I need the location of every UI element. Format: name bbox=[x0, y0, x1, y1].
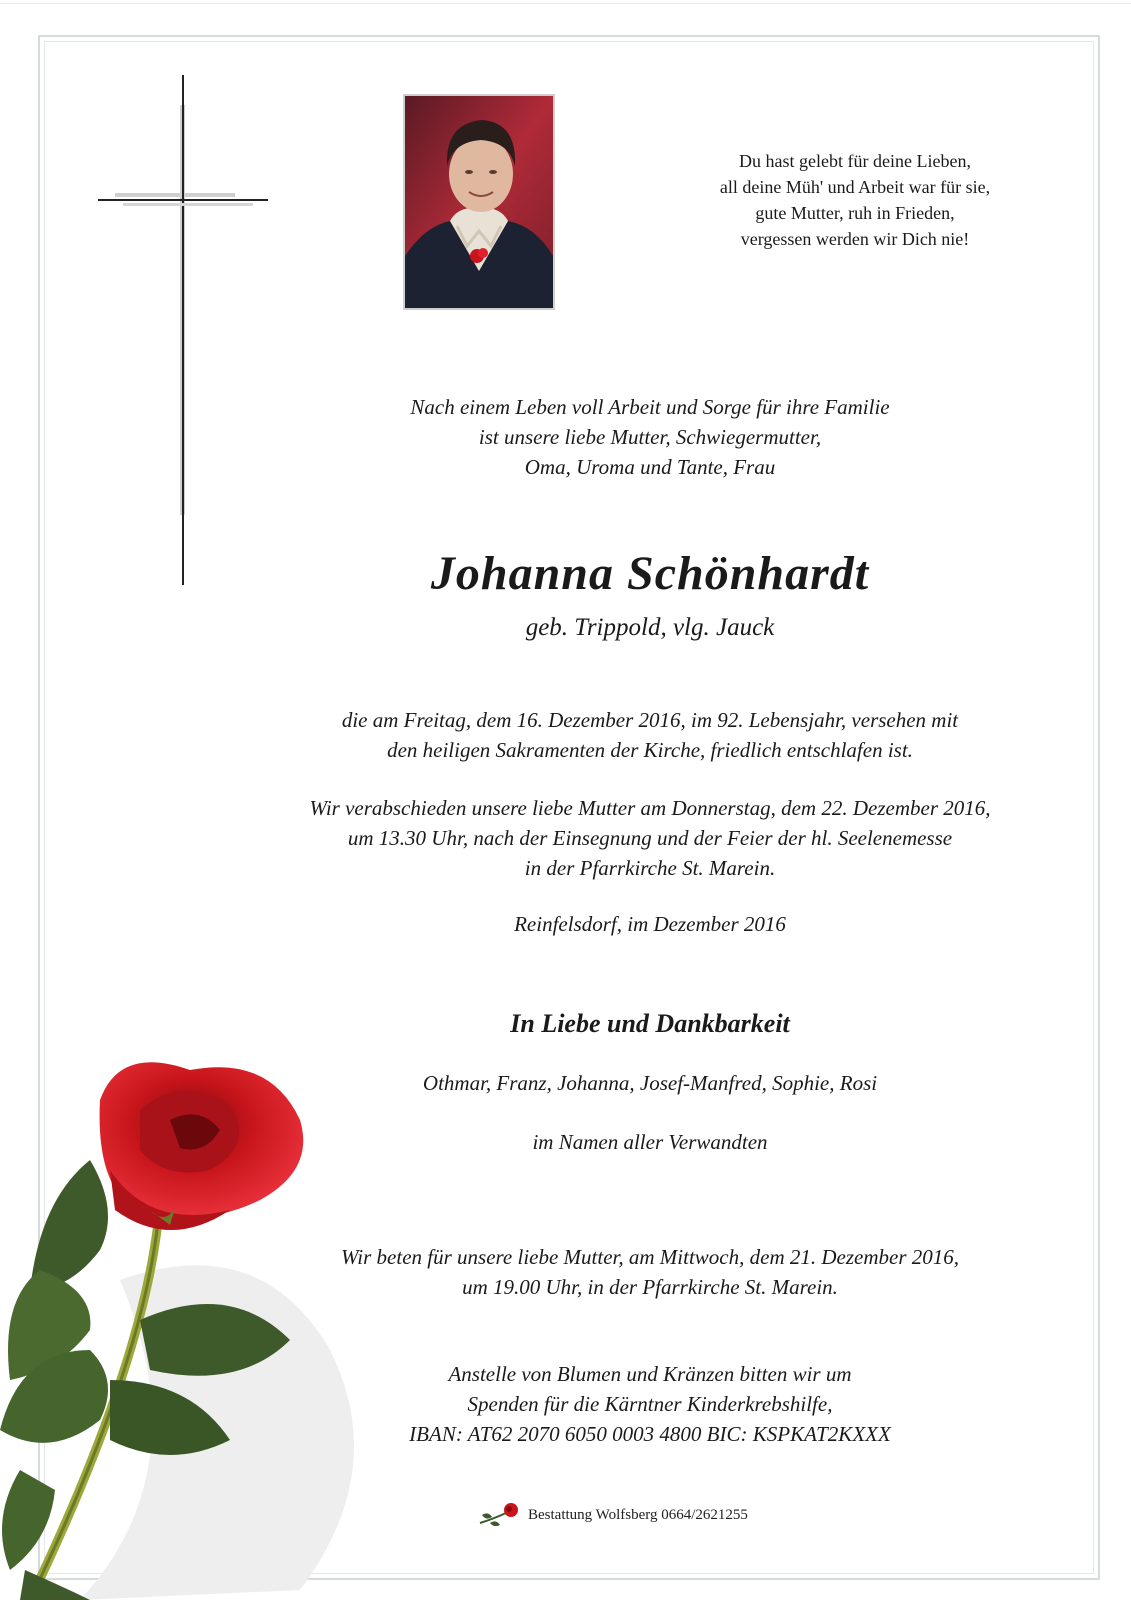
portrait-photo bbox=[403, 94, 555, 310]
donation-line: Spenden für die Kärntner Kinderkrebshilfe, bbox=[467, 1392, 833, 1416]
place-date: Reinfelsdorf, im Dezember 2016 bbox=[514, 912, 786, 936]
mourners-names: Othmar, Franz, Johanna, Josef-Manfred, Sophie, Rosi bbox=[422, 1071, 878, 1095]
death-line: die am Freitag, dem 16. Dezember 2016, im 92. Lebensjahr, versehen mit bbox=[341, 708, 959, 732]
poem-line: gute Mutter, ruh in Frieden, bbox=[755, 203, 955, 223]
intro-line: Oma, Uroma und Tante, Frau bbox=[524, 455, 776, 479]
relatives-note: im Namen aller Verwandten bbox=[532, 1130, 768, 1154]
death-notice bbox=[200, 705, 1100, 765]
intro-line: Nach einem Leben voll Arbeit und Sorge für ihre Familie bbox=[410, 395, 890, 419]
rose-icon bbox=[0, 1050, 430, 1600]
funeral-details bbox=[200, 793, 1100, 883]
top-edge-line bbox=[0, 3, 1131, 4]
poem-line: vergessen werden wir Dich nie! bbox=[740, 229, 970, 249]
deceased-name: Johanna Schönhardt bbox=[430, 547, 870, 600]
funeral-home-footer bbox=[478, 1500, 798, 1530]
funeral-home-contact: Bestattung Wolfsberg 0664/2621255 bbox=[528, 1506, 748, 1523]
donation-line: Anstelle von Blumen und Kränzen bitten wir um bbox=[448, 1362, 852, 1386]
poem-line: all deine Müh' und Arbeit war für sie, bbox=[719, 177, 991, 197]
funeral-line: um 13.30 Uhr, nach der Einsegnung und der Feier der hl. Seelenemesse bbox=[347, 826, 953, 850]
poem-line: Du hast gelebt für deine Lieben, bbox=[739, 151, 971, 171]
funeral-line: Wir verabschieden unsere liebe Mutter am Donnerstag, dem 22. Dezember 2016, bbox=[309, 796, 991, 820]
funeral-line: in der Pfarrkirche St. Marein. bbox=[524, 856, 776, 880]
prayer-line: um 19.00 Uhr, in der Pfarrkirche St. Marein. bbox=[462, 1275, 838, 1299]
rose-logo-icon bbox=[478, 1501, 524, 1529]
intro-line: ist unsere liebe Mutter, Schwiegermutter, bbox=[478, 425, 822, 449]
love-heading: In Liebe und Dankbarkeit bbox=[510, 1009, 790, 1038]
prayer-line: Wir beten für unsere liebe Mutter, am Mittwoch, dem 21. Dezember 2016, bbox=[340, 1245, 960, 1269]
memorial-poem bbox=[650, 148, 1060, 252]
death-line: den heiligen Sakramenten der Kirche, friedlich entschlafen ist. bbox=[387, 738, 913, 762]
donation-line: IBAN: AT62 2070 6050 0003 4800 BIC: KSPKAT2KXXX bbox=[409, 1422, 891, 1446]
intro-text bbox=[200, 392, 1100, 482]
cross-icon bbox=[95, 75, 275, 595]
maiden-name: geb. Trippold, vlg. Jauck bbox=[525, 614, 775, 641]
